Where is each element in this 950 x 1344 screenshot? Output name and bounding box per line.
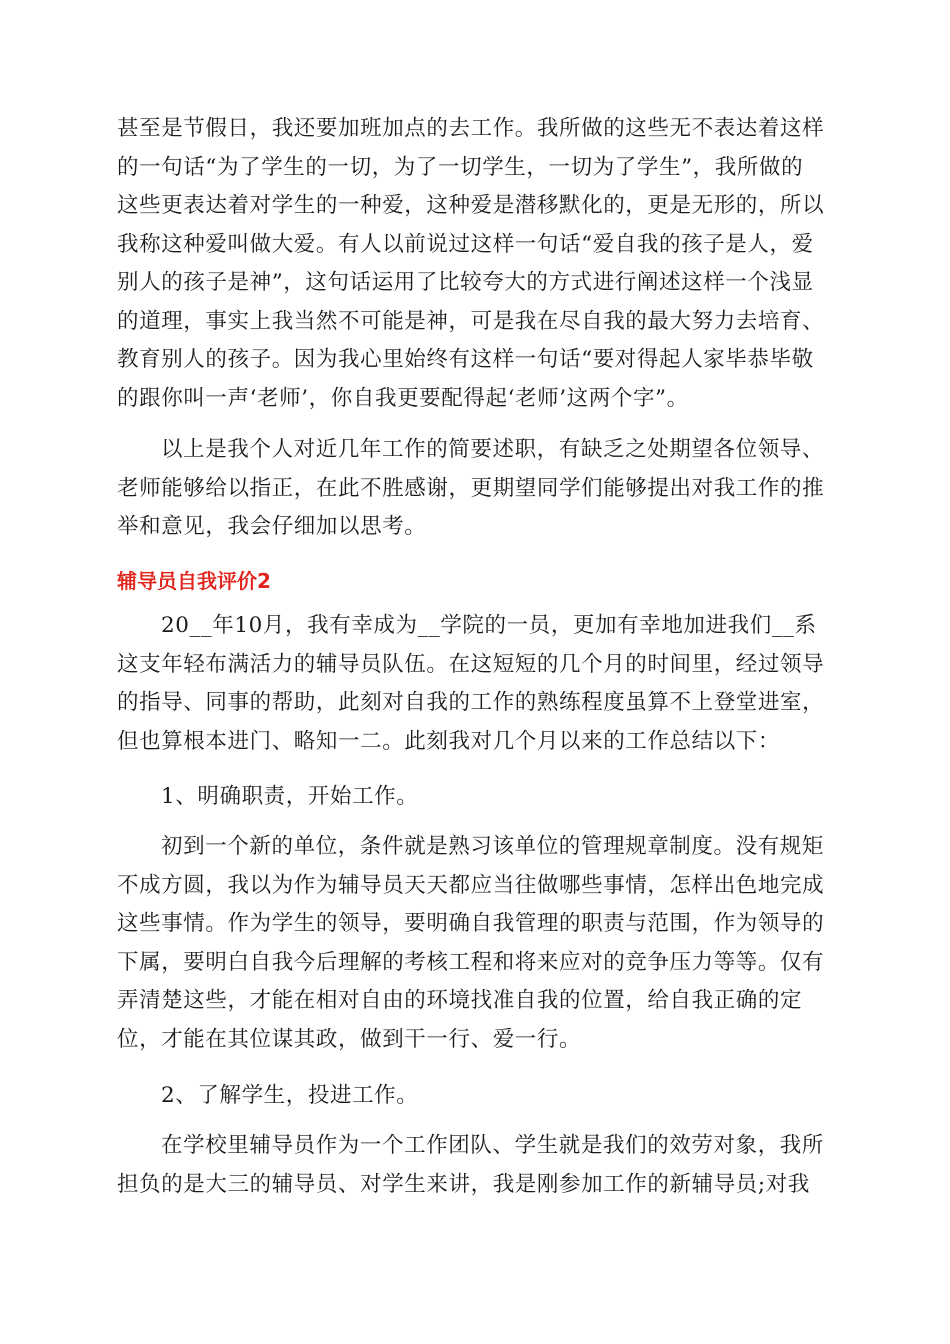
- text-line: 不成方圆，我以为作为辅导员天天都应当往做哪些事情，怎样出色地完成: [117, 872, 825, 898]
- text-line: 但也算根本进门、略知一二。此刻我对几个月以来的工作总结以下：: [117, 728, 781, 754]
- text-line: 的道理，事实上我当然不可能是神，可是我在尽自我的最大努力去培育、: [117, 308, 825, 334]
- text-line: 的指导、同事的帮助，此刻对自我的工作的熟练程度虽算不上登堂进室，: [117, 690, 825, 715]
- text-line: 20__年10月，我有幸成为__学院的一员，更加有幸地加进我们__系: [161, 613, 817, 638]
- paragraph-opening: [117, 607, 833, 761]
- text-line: 1、明确职责，开始工作。: [161, 784, 419, 809]
- text-line: 甚至是节假日，我还要加班加点的去工作。我所做的这些无不表达着这样: [117, 116, 825, 141]
- text-line: 下属，要明白自我今后理解的考核工程和将来应对的竞争压力等等。仅有: [117, 949, 825, 975]
- paragraph-intro-continued: [117, 110, 833, 418]
- text-line: 在学校里辅导员作为一个工作团队、学生就是我们的效劳对象，我所: [161, 1133, 825, 1158]
- paragraph-students: [117, 1127, 833, 1204]
- text-line: 弄清楚这些，才能在相对自由的环境找准自我的位置，给自我正确的定: [117, 988, 803, 1013]
- text-line: 教育别人的孩子。因为我心里始终有这样一句话“要对得起人家毕恭毕敬: [117, 347, 814, 372]
- text-line: 举和意见，我会仔细加以思考。: [117, 514, 427, 539]
- paragraph-closing: [117, 431, 833, 547]
- text-line: 我称这种爱叫做大爱。有人以前说过这样一句话“爱自我的孩子是人，爱: [117, 231, 814, 257]
- text-line: 初到一个新的单位，条件就是熟习该单位的管理规章制度。没有规矩: [161, 834, 825, 859]
- list-item-2: [117, 1077, 833, 1116]
- text-line: 这些更表达着对学生的一种爱，这种爱是潜移默化的，更是无形的，所以: [117, 193, 825, 218]
- text-line: 这些事情。作为学生的领导，要明确自我管理的职责与范围，作为领导的: [117, 911, 825, 936]
- section-heading: 辅导员自我评价2: [117, 569, 271, 593]
- text-line: 这支年轻布满活力的辅导员队伍。在这短短的几个月的时间里，经过领导: [117, 651, 825, 677]
- text-line: 位，才能在其位谋其政，做到干一行、爱一行。: [117, 1026, 582, 1052]
- paragraph-duties: [117, 828, 833, 1059]
- text-line: 以上是我个人对近几年工作的简要述职，有缺乏之处期望各位领导、: [161, 437, 825, 462]
- text-line: 的跟你叫一声‘老师’，你自我更要配得起‘老师’这两个字”。: [117, 385, 689, 411]
- text-line: 担负的是大三的辅导员、对学生来讲，我是刚参加工作的新辅导员;对我: [117, 1171, 810, 1197]
- text-line: 2、了解学生，投进工作。: [161, 1083, 419, 1108]
- list-item-1: [117, 778, 833, 817]
- text-line: 别人的孩子是神”，这句话运用了比较夸大的方式进行阐述这样一个浅显: [117, 270, 814, 295]
- text-line: 老师能够给以指正，在此不胜感谢，更期望同学们能够提出对我工作的推: [117, 475, 825, 501]
- text-line: 的一句话“为了学生的一切，为了一切学生，一切为了学生”，我所做的: [117, 154, 804, 180]
